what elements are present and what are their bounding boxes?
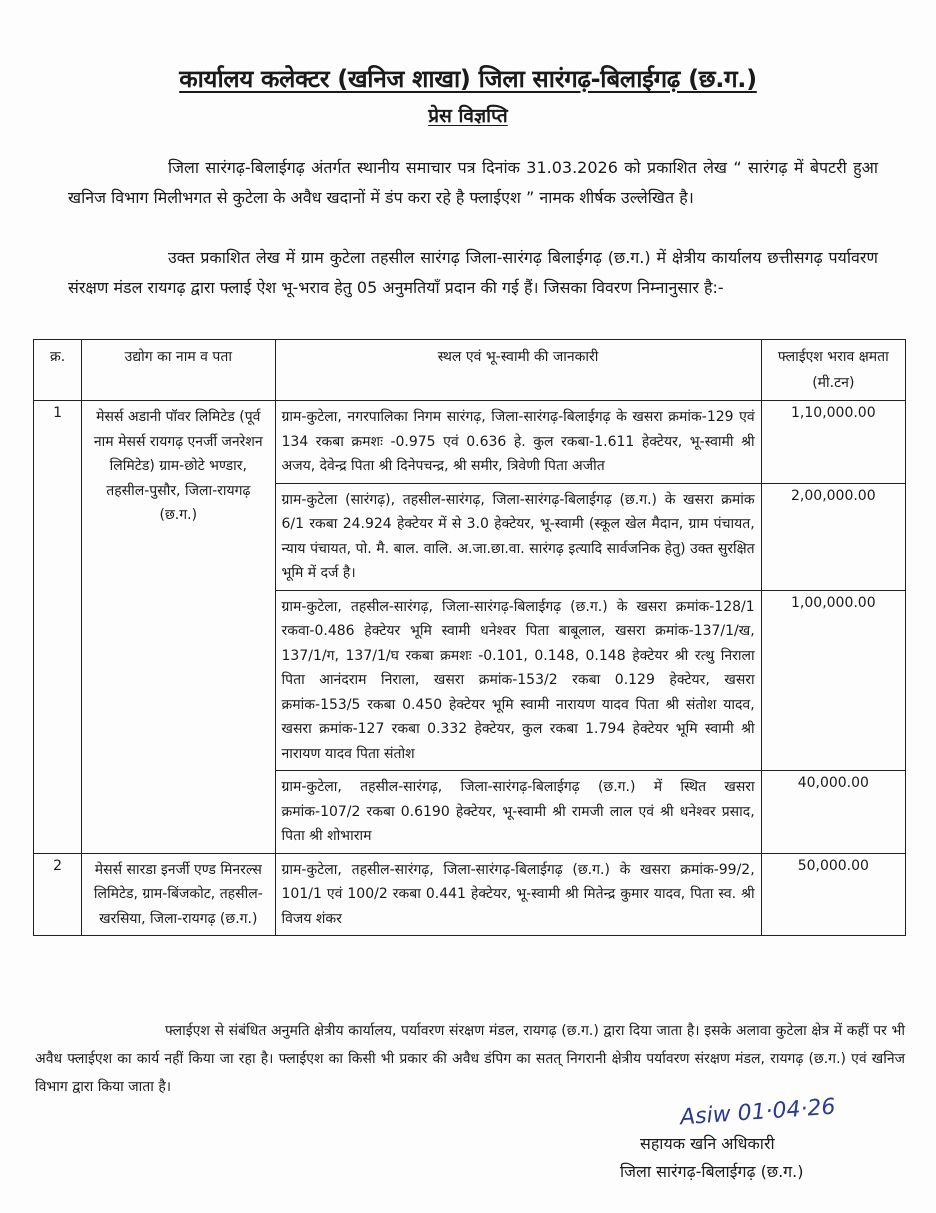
serial-number: 1 [34,401,82,854]
intro-paragraph: जिला सारंगढ़-बिलाईगढ़ अंतर्गत स्थानीय समाचार पत्र दिनांक 31.03.2026 को प्रकाशित लेख “ सारंगढ़ में बेपटरी हुआ खनिज विभाग मिलीभगत से कुटेला के अवैध खदानों में डंप करा रहे है फ्लाईएश ” नामक शीर्षक उल्लेखित है। [68,158,878,207]
closing-paragraph: फ्लाईएश से संबंधित अनुमति क्षेत्रीय कार्यालय, पर्यावरण संरक्षण मंडल, रायगढ़ (छ.ग.) द्वारा दिया जाता है। इसके अलावा कुटेला क्षेत्र में कहीं पर भी अवैध फ्लाईएश का कार्य नहीं किया जा रहा है। फ्लाईएश का किसी भी प्रकार की अवैध डंपिग का सतत् निगरानी क्षेत्रीय पर्यावरण संरक्षण मंडल, रायगढ़ (छ.ग.) एवं खनिज विभाग द्वारा किया जाता है। [35,1023,905,1095]
header-capacity: फ्लाईएश भराव क्षमता (मी.टन) [761,340,905,401]
serial-number: 2 [34,853,82,936]
office-heading: कार्यालय कलेक्टर (खनिज शाखा) जिला सारंगढ़-बिलाईगढ़ (छ.ग.) [179,65,757,93]
signatory-designation: सहायक खनि अधिकारी [640,1134,775,1153]
capacity-value: 1,10,000.00 [761,401,905,484]
table-header-row [34,340,906,401]
header-industry: उद्योग का नाम व पता [82,340,275,401]
site-owner-details: ग्राम-कुटेला, नगरपालिका निगम सारंगढ़, जिला-सारंगढ़-बिलाईगढ़ के खसरा क्रमांक-129 एवं 134 रकबा क्रमशः -0.975 एवं 0.636 हे. कुल रकबा-1.611 हेक्टेयर, भू-स्वामी श्री अजय, देवेन्द्र पिता श्री दिनेपचन्द्र, श्री समीर, त्रिवेणी पिता अजीत [275,401,761,484]
site-owner-details: ग्राम-कुटेला, तहसील-सारंगढ़, जिला-सारंगढ़-बिलाईगढ़ (छ.ग.) के खसरा क्रमांक-128/1 रकवा-0.486 हेक्टेयर भूमि स्वामी धनेश्वर पिता बाबूलाल, खसरा क्रमांक-137/1/ख, 137/1/ग, 137/1/घ रकबा क्रमशः -0.101, 0.148, 0.148 हेक्टेयर श्री रत्थु निराला पिता आनंदराम निराला, खसरा क्रमांक-153/2 रकबा 0.129 हेक्टेयर, खसरा क्रमांक-153/5 रकबा 0.450 हेक्टेयर भूमि स्वामी नारायण यादव पिता श्री संतोश यादव, खसरा क्रमांक-127 रकबा 0.332 हेक्टेयर, कुल रकबा 1.794 हेक्टेयर भूमि स्वामी श्री नारायण यादव पिता संतोश [275,590,761,771]
handwritten-signature: Asiw 01·04·26 [679,1094,837,1131]
press-release-title: प्रेस विज्ञप्ति [428,105,508,127]
capacity-value: 50,000.00 [761,853,905,936]
permissions-table [33,339,906,936]
signatory-district: जिला सारंगढ़-बिलाईगढ़ (छ.ग.) [620,1162,804,1181]
capacity-value: 40,000.00 [761,771,905,854]
table-row [34,853,906,936]
site-owner-details: ग्राम-कुटेला, तहसील-सारंगढ़, जिला-सारंगढ़-बिलाईगढ़ (छ.ग.) में स्थित खसरा क्रमांक-107/2 रकबा 0.6190 हेक्टेयर, भू-स्वामी श्री रामजी लाल एवं श्री धनेश्वर प्रसाद, पिता श्री शोभाराम [275,771,761,854]
capacity-value: 1,00,000.00 [761,590,905,771]
industry-name-address: मेसर्स अडानी पॉवर लिमिटेड (पूर्व नाम मेसर्स रायगढ़ एनर्जी जनरेशन लिमिटेड) ग्राम-छोटे भण्डार, तहसील-पुसौर, जिला-रायगढ़ (छ.ग.) [82,401,275,854]
header-serial: क्र. [34,340,82,401]
site-owner-details: ग्राम-कुटेला, तहसील-सारंगढ़, जिला-सारंगढ़-बिलाईगढ़ (छ.ग.) के खसरा क्रमांक-99/2, 101/1 एवं 100/2 रकबा 0.441 हेक्टेयर, भू-स्वामी श्री मितेन्द्र कुमार यादव, पिता स्व. श्री विजय शंकर [275,853,761,936]
capacity-value: 2,00,000.00 [761,483,905,590]
site-owner-details: ग्राम-कुटेला (सारंगढ़), तहसील-सारंगढ़, जिला-सारंगढ़-बिलाईगढ़ (छ.ग.) के खसरा क्रमांक 6/1 रकबा 24.924 हेक्टेयर में से 3.0 हेक्टेयर, भू-स्वामी (स्कूल खेल मैदान, ग्राम पंचायत, न्याय पंचायत, पो. मै. बाल. वालि. अ.जा.छा.वा. सारंगढ़ इत्यादि सार्वजनिक हेतु) उक्त सुरक्षित भूमि में दर्ज है। [275,483,761,590]
header-site-owner: स्थल एवं भू-स्वामी की जानकारी [275,340,761,401]
permissions-paragraph: उक्त प्रकाशित लेख में ग्राम कुटेला तहसील सारंगढ़ जिला-सारंगढ़ बिलाईगढ़ (छ.ग.) में क्षेत्रीय कार्यालय छत्तीसगढ़ पर्यावरण संरक्षण मंडल रायगढ़ द्वारा फ्लाई ऐश भू-भराव हेतु 05 अनुमतियाँ प्रदान की गई हैं। जिसका विवरण निम्नानुसार है:- [68,248,878,297]
table-row [34,401,906,484]
industry-name-address: मेसर्स सारडा इनर्जी एण्ड मिनरल्स लिमिटेड, ग्राम-बिंजकोट, तहसील-खरसिया, जिला-रायगढ़ (छ.ग.) [82,853,275,936]
